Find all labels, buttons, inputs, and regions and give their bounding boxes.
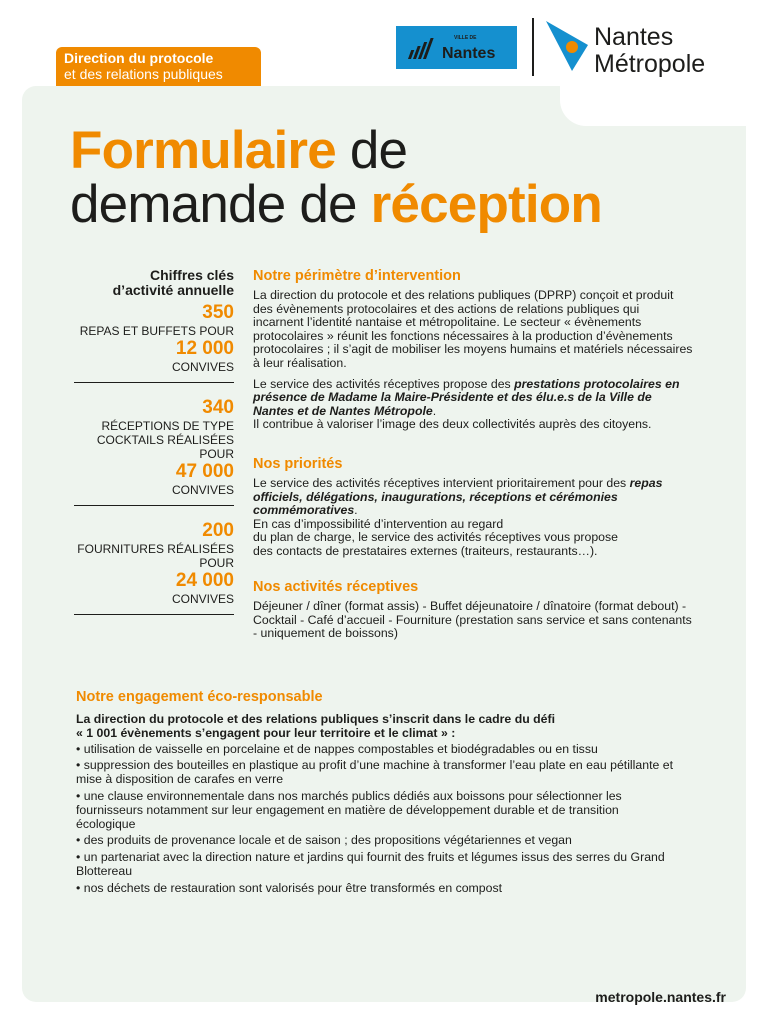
stat-caption: CONVIVES — [171, 483, 234, 497]
department-tag — [56, 47, 261, 86]
section-priorites — [253, 455, 693, 566]
priorites-paragraph: Le service des activités réceptives intervient prioritairement pour des repas officiels, délégations, inaugurations, réceptions et cérémonies commémoratives. En cas d’impossibilité d’intervention au regard du plan de charge, le service des activités réceptives vous propose des contacts de prestataires externes (traiteurs, restaurants…). — [253, 476, 663, 558]
title-word-formulaire: Formulaire — [70, 121, 336, 180]
section-perimetre — [253, 267, 693, 439]
stat-block-supplies — [74, 516, 234, 606]
section-activites — [253, 578, 693, 648]
stat-caption: POUR — [199, 556, 234, 570]
title-word-reception: réception — [370, 175, 602, 234]
section-heading: Nos activités réceptives — [253, 579, 419, 595]
stat-number: 12 000 — [175, 338, 234, 359]
stat-divider — [74, 505, 234, 506]
ville-de-nantes-logo — [396, 26, 517, 69]
stat-number: 24 000 — [175, 570, 234, 591]
section-eco-engagement — [76, 688, 676, 899]
stat-divider — [74, 614, 234, 615]
logo-nm-line1: Nantes — [594, 23, 674, 51]
activites-text: Déjeuner / dîner (format assis) - Buffet déjeunatoire / dînatoire (format debout) - Cocktail - Café d’accueil - Fourniture (prestation sans service et sans contenants - uniquement de boissons) — [253, 599, 692, 641]
title-word-demande: demande de — [70, 175, 371, 234]
stat-caption: REPAS ET BUFFETS POUR — [79, 324, 234, 338]
stat-divider — [74, 382, 234, 383]
stat-number: 200 — [202, 520, 234, 541]
logo-nm-line2: Métropole — [594, 50, 706, 78]
stat-block-meals — [74, 298, 234, 374]
list-item: • une clause environnementale dans nos marchés publics dédiés aux boissons pour sélectionner les fournisseurs notamment sur leur engagement en matière de développement durable et de transition écologique — [76, 790, 676, 831]
stat-number: 340 — [202, 397, 234, 418]
stat-caption: FOURNITURES RÉALISÉES — [77, 542, 234, 556]
eco-intro: La direction du protocole et des relations publiques s’inscrit dans le cadre du défi « 1 001 évènements s’engagent pour leur territoire et le climat » : — [76, 712, 555, 740]
eco-list — [76, 743, 676, 896]
section-heading: Notre périmètre d’intervention — [253, 268, 461, 284]
list-item: • utilisation de vaisselle en porcelaine et de nappes compostables et biodégradables ou en tissu — [76, 743, 676, 757]
perimetre-paragraph-1: La direction du protocole et des relations publiques (DPRP) conçoit et produit des évènements protocolaires et des actions de relations publiques qui incarnent l’identité nantaise et métropolitaine. Le secteur « évènements protocolaires » réunit les fonctions nécessaires à la production d’évènements protocolaires ; il s’agit de mobiliser les moyens humains et matériels nécessaires à leur réalisation. — [253, 288, 693, 370]
nm-logo-star-icon — [566, 41, 578, 53]
stat-caption: CONVIVES — [171, 360, 234, 374]
stat-caption: CONVIVES — [171, 592, 234, 606]
list-item: • suppression des bouteilles en plastique au profit d’une machine à transformer l’eau plate en eau pétillante et mise à disposition de carafes en verre — [76, 759, 676, 787]
key-figures — [74, 268, 234, 625]
section-heading: Notre engagement éco-responsable — [76, 689, 323, 705]
section-heading: Nos priorités — [253, 456, 343, 472]
key-figures-heading-line-2: d’activité annuelle — [112, 282, 234, 298]
list-item: • un partenariat avec la direction nature et jardins qui fournit des fruits et légumes issus des serres du Grand Blottereau — [76, 851, 676, 879]
stat-number: 47 000 — [175, 461, 234, 482]
logo-separator — [532, 18, 534, 76]
stat-number: 350 — [202, 302, 234, 323]
key-figures-heading — [74, 268, 234, 298]
page-title — [70, 121, 730, 234]
stat-caption: POUR — [199, 447, 234, 461]
department-line-2: et des relations publiques — [64, 66, 223, 82]
list-item: • nos déchets de restauration sont valorisés pour être transformés en compost — [76, 882, 676, 896]
stat-block-cocktails — [74, 393, 234, 497]
list-item: • des produits de provenance locale et de saison ; des propositions végétariennes et vegan — [76, 834, 676, 848]
stat-caption: RÉCEPTIONS DE TYPE — [101, 419, 234, 433]
title-word-de: de — [335, 121, 408, 180]
department-line-1: Direction du protocole — [64, 50, 214, 66]
logo-vdn-small: VILLE DE — [454, 35, 477, 41]
perimetre-paragraph-2: Le service des activités réceptives propose des prestations protocolaires en présence de Madame la Maire-Présidente et des élu.e.s de la Ville de Nantes et de Nantes Métropole. Il contribue à valoriser l’image des deux collectivités auprès des citoyens. — [253, 376, 680, 432]
key-figures-heading-line-1: Chiffres clés — [149, 267, 234, 283]
nantes-metropole-logo — [544, 19, 744, 79]
stat-caption: COCKTAILS RÉALISÉES — [96, 433, 234, 447]
footer-url-link[interactable]: metropole.nantes.fr — [595, 989, 726, 1005]
logo-vdn-name: Nantes — [442, 45, 496, 62]
